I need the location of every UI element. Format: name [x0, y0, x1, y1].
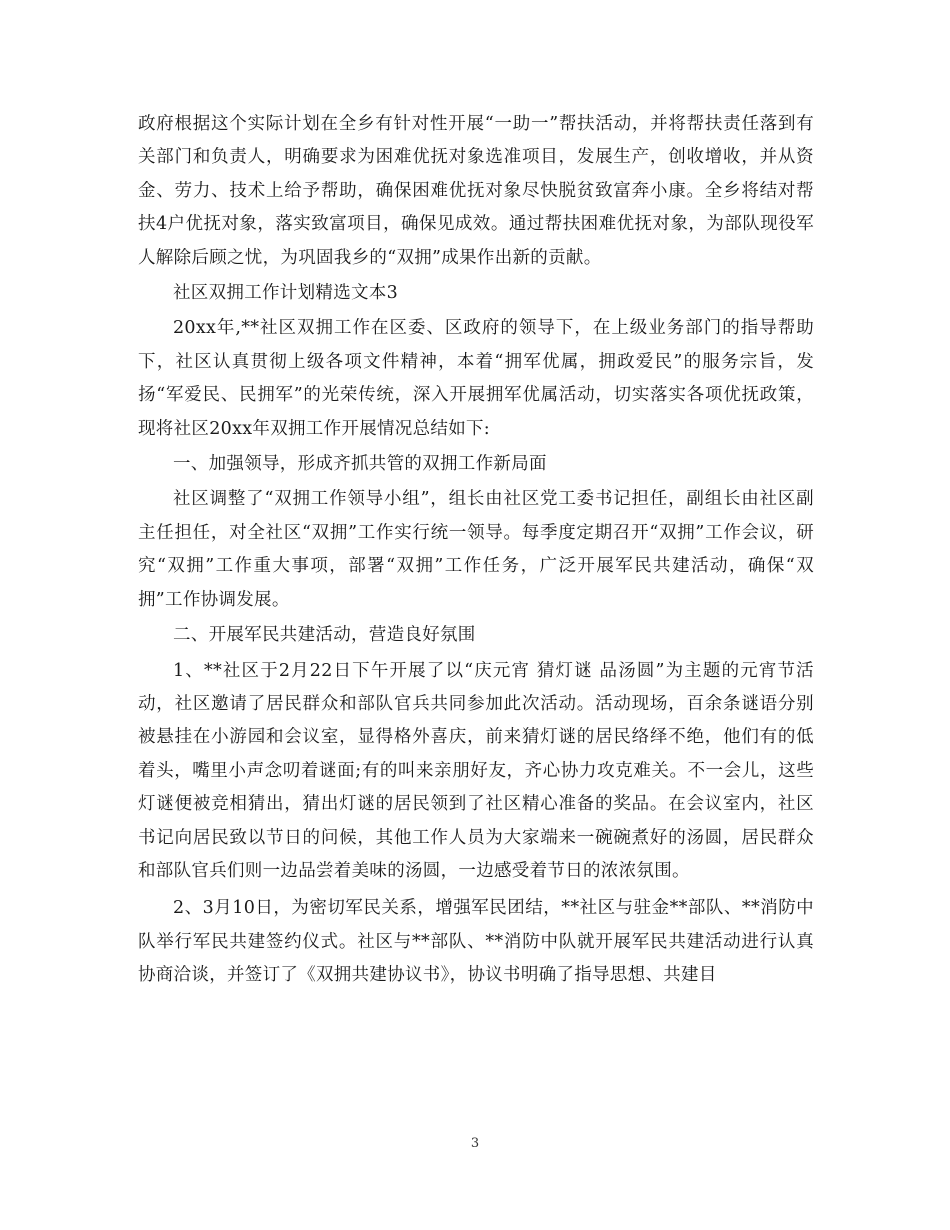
section-title-text-3: 社区双拥工作计划精选文本3	[173, 283, 399, 304]
document-body	[138, 108, 814, 993]
paragraph-signing-ceremony: 2、3月10日，为密切军民关系，增强军民团结，**社区与驻金**部队、**消防中队举行军民共建签约仪式。社区与**部队、**消防中队就开展军民共建活动进行认真协商洽谈，并签订了《双拥共建协议书》，协议书明确了指导思想、共建目	[138, 898, 814, 986]
paragraph-help-activity: 政府根据这个实际计划在全乡有针对性开展“一助一”帮扶活动，并将帮扶责任落到有关部门和负责人，明确要求为困难优抚对象选准项目，发展生产，创收增收，并从资金、劳力、技术上给予帮助，确保困难优抚对象尽快脱贫致富奔小康。全乡将结对帮扶4户优抚对象，落实致富项目，确保见成效。通过帮扶困难优抚对象，为部队现役军人解除后顾之忧，为巩固我乡的“双拥”成果作出新的贡献。	[138, 114, 814, 268]
paragraph-lantern-festival: 1、**社区于2月22日下午开展了以“庆元宵 猜灯谜 品汤圆”为主题的元宵节活动，社区邀请了居民群众和部队官兵共同参加此次活动。活动现场，百余条谜语分别被悬挂在小游园和会议室，显得格外喜庆，前来猜灯谜的居民络绎不绝，他们有的低着头，嘴里小声念叨着谜面;有的叫来亲朋好友，齐心协力攻克难关。不一会儿，这些灯谜便被竞相猜出，猜出灯谜的居民领到了社区精心准备的奖品。在会议室内，社区书记向居民致以节日的问候，其他工作人员为大家端来一碗碗煮好的汤圆，居民群众和部队官兵们则一边品尝着美味的汤圆，一边感受着节日的浓浓氛围。	[138, 660, 814, 881]
heading-strengthen-leadership: 一、加强领导，形成齐抓共管的双拥工作新局面	[173, 454, 547, 475]
page-number: 3	[470, 1136, 480, 1151]
paragraph-summary-intro: 20xx年,**社区双拥工作在区委、区政府的领导下，在上级业务部门的指导帮助下，社区认真贯彻上级各项文件精神，本着“拥军优属，拥政爱民”的服务宗旨，发扬“军爱民、民拥军”的光荣传统，深入开展拥军优属活动，切实落实各项优抚政策，现将社区20xx年双拥工作开展情况总结如下:	[138, 318, 814, 439]
paragraph-leadership-group: 社区调整了“双拥工作领导小组”，组长由社区党工委书记担任，副组长由社区副主任担任，对全社区“双拥”工作实行统一领导。每季度定期召开“双拥”工作会议，研究“双拥”工作重大事项，部署“双拥”工作任务，广泛开展军民共建活动，确保“双拥”工作协调发展。	[138, 489, 814, 610]
heading-joint-activities: 二、开展军民共建活动，营造良好氛围	[173, 625, 476, 646]
